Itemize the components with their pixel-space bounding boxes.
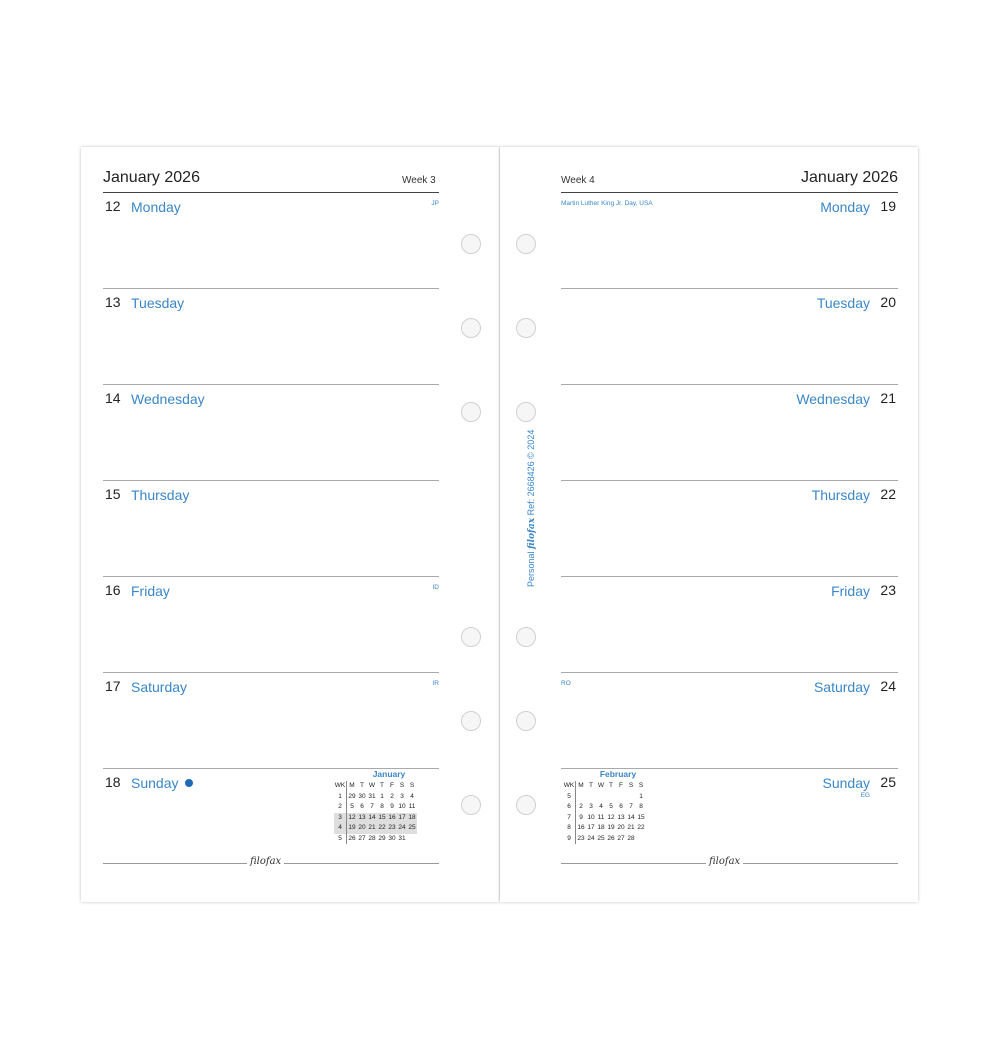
mini-cal-week: 9 — [563, 834, 576, 845]
mini-cal-week: 5 — [563, 792, 576, 803]
binder-hole — [516, 402, 536, 422]
mini-cal-day: 6 — [360, 803, 364, 810]
day-divider — [561, 576, 898, 577]
day-divider — [103, 672, 439, 673]
mini-cal-day: 14 — [627, 813, 635, 821]
mini-cal-day: 26 — [607, 834, 615, 842]
mini-cal-day: 11 — [408, 803, 416, 810]
imprint-brand: filofax — [527, 517, 537, 549]
day-number: 19 — [880, 198, 896, 214]
imprint-size: Personal — [526, 551, 536, 587]
filofax-logo: filofax — [706, 856, 743, 867]
day-number: 12 — [105, 198, 121, 214]
binder-hole — [461, 234, 481, 254]
mini-cal-header: W — [597, 782, 605, 789]
mini-cal-day: 27 — [358, 834, 366, 842]
page-title: January 2026 — [103, 169, 200, 186]
mini-cal-header: S — [638, 782, 644, 789]
mini-cal-day — [576, 792, 587, 803]
mini-cal-day: 1 — [380, 792, 384, 800]
mini-cal-day: 16 — [387, 813, 397, 824]
mini-cal-day: 3 — [589, 803, 593, 810]
day-name: Friday — [131, 583, 170, 599]
day-row[interactable] — [103, 672, 439, 768]
page-imprint — [526, 430, 537, 587]
day-name: Monday — [131, 199, 181, 215]
mini-cal-day: 9 — [390, 803, 394, 810]
day-divider — [561, 480, 898, 481]
mini-cal-day: 6 — [619, 803, 623, 810]
day-name: Saturday — [131, 679, 188, 695]
binder-hole — [461, 627, 481, 647]
day-name: Friday — [831, 583, 870, 599]
mini-cal-day: 25 — [597, 834, 605, 842]
day-number: 24 — [880, 678, 896, 694]
day-number: 17 — [105, 678, 121, 694]
day-row[interactable] — [103, 384, 439, 480]
day-number: 21 — [880, 390, 896, 406]
mini-cal-day: 14 — [367, 813, 377, 824]
day-row[interactable] — [103, 192, 439, 288]
mini-cal-header: WK — [334, 781, 347, 792]
mini-cal-header: S — [399, 782, 405, 789]
mini-cal-day — [596, 792, 606, 803]
day-number: 14 — [105, 390, 121, 406]
mini-cal-week: 7 — [563, 813, 576, 824]
mini-cal-header: F — [390, 782, 394, 789]
day-number: 13 — [105, 294, 121, 310]
day-row[interactable] — [103, 288, 439, 384]
mini-cal-header: F — [619, 782, 623, 789]
mini-cal-day: 31 — [368, 792, 376, 800]
day-row[interactable] — [561, 480, 898, 576]
mini-cal-day: 20 — [357, 823, 367, 834]
mini-cal-header: T — [360, 782, 364, 789]
mini-cal-week: 8 — [563, 823, 576, 834]
binder-hole — [461, 711, 481, 731]
day-row[interactable] — [561, 576, 898, 672]
day-name: Sunday — [131, 775, 179, 791]
mini-calendar-month: January — [372, 769, 406, 779]
day-name: Thursday — [811, 487, 870, 503]
mini-cal-day: 4 — [410, 792, 414, 800]
mini-cal-header: S — [409, 782, 415, 789]
mini-cal-day: 2 — [579, 803, 583, 810]
day-divider — [103, 480, 439, 481]
mini-cal-day: 19 — [607, 824, 615, 831]
day-name: Tuesday — [131, 295, 185, 311]
day-name: Sunday — [822, 775, 870, 791]
mini-cal-day: 5 — [609, 803, 613, 810]
mini-cal-day: 18 — [597, 824, 605, 831]
mini-cal-day: 16 — [577, 824, 585, 831]
day-divider — [103, 576, 439, 577]
imprint-ref: Ref: 2668426 — [526, 461, 536, 516]
mini-cal-day: 30 — [388, 834, 396, 842]
mini-calendar-month: February — [599, 769, 637, 779]
binder-hole — [516, 711, 536, 731]
mini-cal-day: 31 — [398, 834, 406, 842]
week-label: Week 4 — [561, 175, 595, 186]
binder-hole — [461, 795, 481, 815]
day-number: 16 — [105, 582, 121, 598]
binder-hole — [516, 795, 536, 815]
mini-cal-day — [636, 834, 646, 845]
imprint-copyright: © 2024 — [526, 429, 536, 459]
mini-cal-week: 4 — [334, 823, 347, 834]
mini-cal-day: 23 — [387, 823, 397, 834]
mini-cal-day: 8 — [639, 803, 643, 810]
mini-cal-day: 3 — [400, 792, 404, 800]
mini-cal-header: WK — [563, 781, 576, 792]
day-name: Saturday — [813, 679, 870, 695]
day-divider — [561, 672, 898, 673]
mini-cal-day: 22 — [377, 823, 387, 834]
day-row[interactable] — [103, 480, 439, 576]
mini-cal-week: 5 — [334, 834, 347, 845]
day-number: 22 — [880, 486, 896, 502]
mini-cal-day: 8 — [380, 803, 384, 810]
holiday-label: JP — [431, 200, 439, 207]
holiday-label: EG — [860, 792, 870, 799]
mini-cal-day: 26 — [348, 834, 356, 842]
day-name: Monday — [820, 199, 870, 215]
mini-cal-day: 20 — [617, 824, 625, 831]
binder-hole — [516, 627, 536, 647]
filofax-logo: filofax — [247, 856, 284, 867]
holiday-label: IR — [432, 680, 439, 687]
mini-cal-day: 25 — [407, 823, 417, 834]
mini-cal-header: W — [368, 782, 376, 789]
mini-cal-day — [606, 792, 616, 803]
mini-calendar-grid — [563, 781, 646, 844]
mini-calendar-grid — [334, 781, 417, 844]
day-divider — [561, 384, 898, 385]
mini-cal-header: T — [380, 782, 384, 789]
mini-cal-day: 9 — [579, 813, 583, 821]
binder-hole — [461, 402, 481, 422]
day-divider — [103, 288, 439, 289]
day-name: Wednesday — [131, 391, 205, 407]
day-row[interactable] — [103, 576, 439, 672]
day-number: 23 — [880, 582, 896, 598]
page-title: January 2026 — [801, 169, 898, 186]
mini-cal-day: 7 — [629, 803, 633, 810]
mini-cal-week: 1 — [334, 792, 347, 803]
holiday-label: RO — [561, 680, 571, 687]
day-divider — [561, 288, 898, 289]
holiday-label: Martin Luther King Jr. Day, USA — [561, 200, 653, 207]
mini-cal-day — [626, 792, 636, 803]
mini-cal-day: 1 — [639, 792, 643, 800]
mini-cal-day: 18 — [407, 813, 417, 824]
mini-cal-day: 13 — [357, 813, 367, 824]
day-number: 25 — [880, 774, 896, 790]
mini-cal-day: 10 — [398, 803, 406, 810]
day-divider — [103, 384, 439, 385]
mini-cal-day: 23 — [577, 834, 585, 842]
mini-cal-day: 19 — [347, 823, 358, 834]
mini-cal-header: M — [578, 782, 584, 789]
binder-hole — [461, 318, 481, 338]
mini-cal-day: 4 — [599, 803, 603, 810]
binder-hole — [516, 234, 536, 254]
mini-cal-day — [407, 834, 417, 845]
day-row[interactable] — [561, 384, 898, 480]
mini-cal-day: 17 — [397, 813, 407, 824]
mini-cal-day — [616, 792, 626, 803]
mini-cal-day: 30 — [358, 792, 366, 800]
mini-cal-day: 12 — [347, 813, 358, 824]
day-number: 15 — [105, 486, 121, 502]
new-moon-dot-icon — [185, 779, 193, 787]
day-row[interactable] — [561, 192, 898, 288]
day-row[interactable] — [561, 672, 898, 768]
mini-cal-day: 21 — [367, 823, 377, 834]
mini-cal-day: 28 — [627, 834, 635, 842]
day-number: 18 — [105, 774, 121, 790]
day-number: 20 — [880, 294, 896, 310]
mini-cal-day: 12 — [607, 813, 615, 821]
mini-cal-day: 15 — [637, 813, 645, 821]
mini-cal-day: 10 — [587, 813, 595, 821]
mini-cal-day: 24 — [397, 823, 407, 834]
mini-cal-day: 24 — [587, 834, 595, 842]
mini-cal-day — [586, 792, 596, 803]
mini-cal-week: 3 — [334, 813, 347, 824]
mini-cal-day: 5 — [350, 803, 354, 810]
mini-cal-day: 7 — [370, 803, 374, 810]
mini-cal-day: 21 — [627, 824, 635, 831]
mini-cal-day: 29 — [348, 792, 356, 800]
mini-cal-day: 15 — [377, 813, 387, 824]
mini-calendar — [334, 769, 444, 849]
mini-cal-week: 2 — [334, 802, 347, 813]
left-page — [81, 147, 499, 902]
mini-cal-day: 28 — [368, 834, 376, 842]
mini-calendar — [563, 769, 673, 849]
right-page — [500, 147, 918, 902]
day-row[interactable] — [561, 288, 898, 384]
mini-cal-week: 6 — [563, 802, 576, 813]
day-name: Wednesday — [796, 391, 870, 407]
day-name: Thursday — [131, 487, 190, 503]
mini-cal-header: S — [628, 782, 634, 789]
mini-cal-header: T — [609, 782, 613, 789]
mini-cal-day: 13 — [617, 813, 625, 821]
mini-cal-day: 29 — [378, 834, 386, 842]
day-name: Tuesday — [816, 295, 870, 311]
mini-cal-day: 11 — [597, 813, 605, 821]
holiday-label: ID — [432, 584, 439, 591]
mini-cal-day: 27 — [617, 834, 625, 842]
mini-cal-day: 22 — [637, 824, 645, 831]
mini-cal-day: 17 — [587, 824, 595, 831]
binder-hole — [516, 318, 536, 338]
mini-cal-day: 2 — [390, 792, 394, 800]
mini-cal-header: M — [349, 782, 355, 789]
week-label: Week 3 — [402, 175, 436, 186]
mini-cal-header: T — [589, 782, 593, 789]
